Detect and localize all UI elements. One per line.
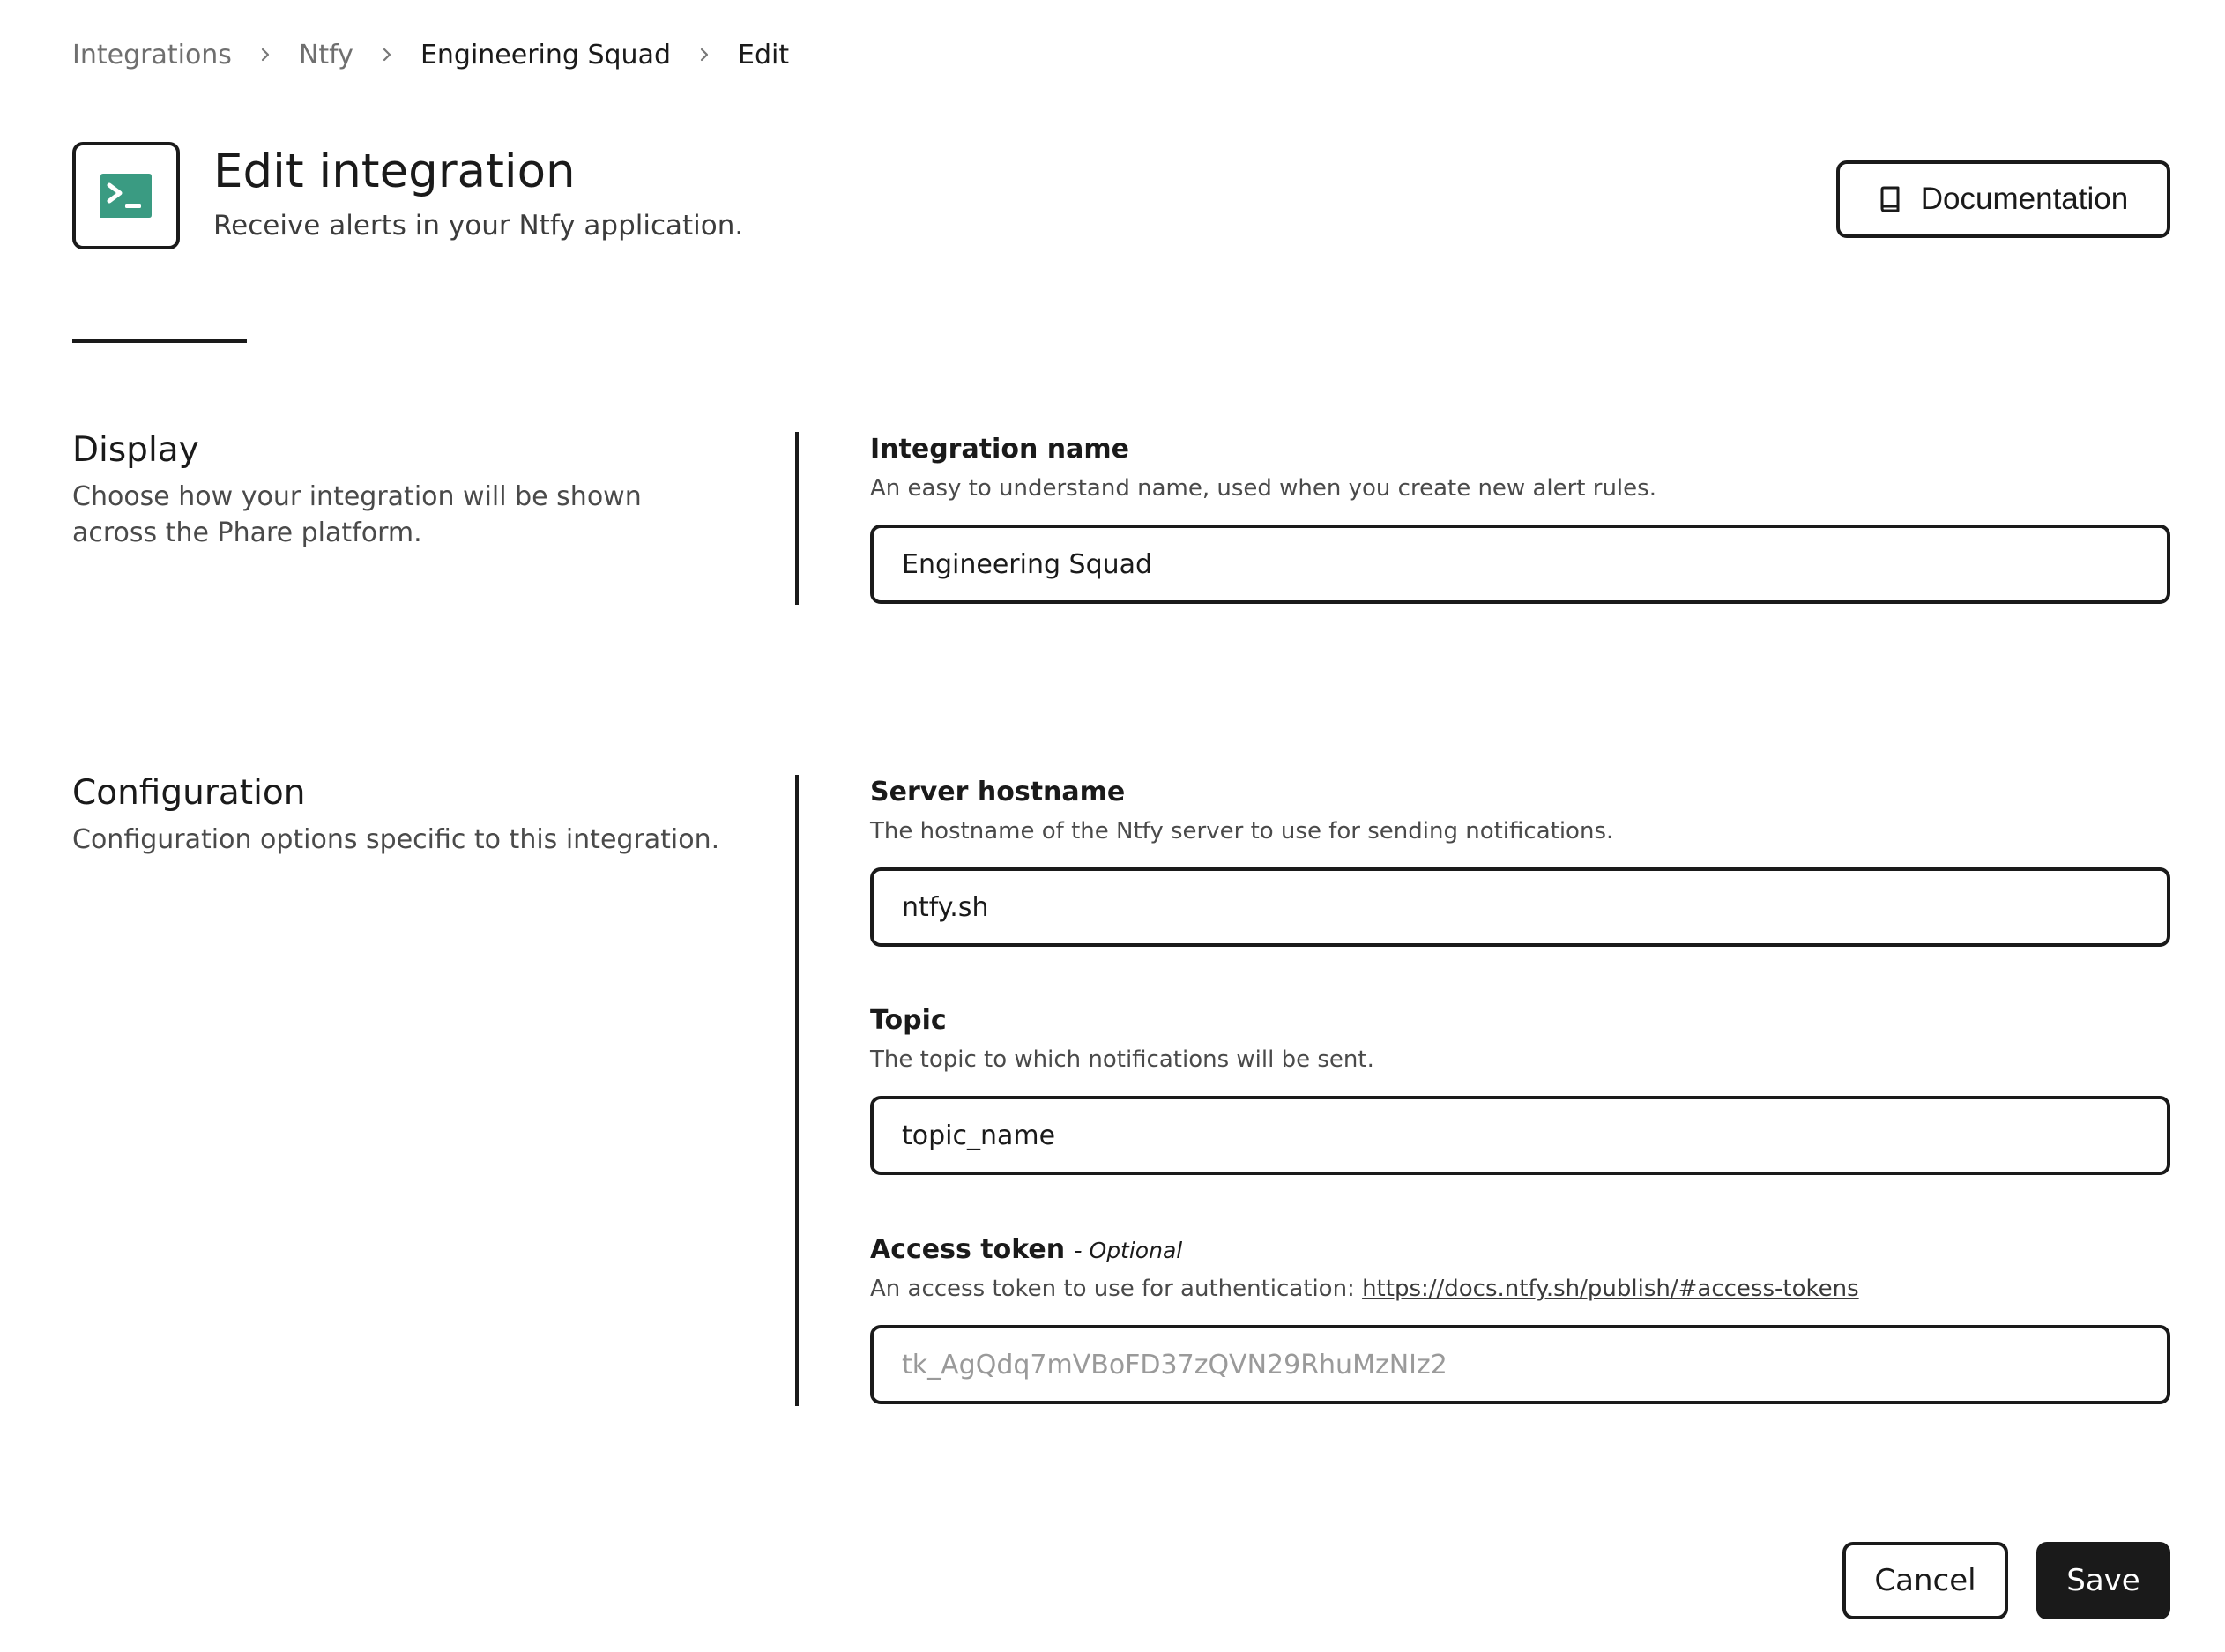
access-token-docs-link[interactable]: https://docs.ntfy.sh/publish/#access-tokens [1362,1276,1859,1302]
page-subtitle: Receive alerts in your Ntfy application. [213,210,744,242]
topic-help: The topic to which notifications will be sent. [870,1046,1374,1073]
access-token-label [870,1234,1182,1265]
access-token-input[interactable] [870,1325,2170,1404]
breadcrumb [72,35,789,74]
display-section-description: Choose how your integration will be shown across the Phare platform. [72,481,642,548]
chevron-right-icon [251,41,279,69]
terminal-icon [99,173,153,219]
integration-name-help: An easy to understand name, used when you create new alert rules. [870,475,1656,502]
breadcrumb-engineering-squad[interactable]: Engineering Squad [420,39,671,71]
access-token-help [870,1276,1859,1302]
server-hostname-help: The hostname of the Ntfy server to use for sending notifications. [870,818,1614,845]
display-section-title: Display [72,430,199,470]
chevron-right-icon [373,41,401,69]
breadcrumb-integrations[interactable]: Integrations [72,39,232,71]
integration-name-label: Integration name [870,434,1129,465]
cancel-button[interactable]: Cancel [1842,1542,2008,1619]
section-divider [795,775,799,1406]
breadcrumb-edit: Edit [738,39,790,71]
breadcrumb-ntfy[interactable]: Ntfy [298,39,353,71]
configuration-section-description: Configuration options specific to this integration. [72,824,720,855]
optional-tag: - Optional [1074,1238,1183,1263]
access-token-help-text: An access token to use for authentication: [870,1276,1355,1302]
tab-underline [72,339,247,343]
server-hostname-input[interactable] [870,867,2170,947]
topic-input[interactable] [870,1096,2170,1175]
topic-label: Topic [870,1005,947,1036]
section-divider [795,432,799,605]
documentation-label: Documentation [1920,182,2129,216]
documentation-button[interactable] [1836,160,2170,238]
book-icon [1879,186,1901,212]
save-button[interactable]: Save [2036,1542,2170,1619]
page-title: Edit integration [213,145,576,198]
integration-name-input[interactable] [870,525,2170,604]
ntfy-logo [72,142,180,249]
access-token-label-text: Access token [870,1234,1066,1265]
server-hostname-label: Server hostname [870,777,1126,807]
chevron-right-icon [690,41,718,69]
configuration-section-title: Configuration [72,773,306,813]
